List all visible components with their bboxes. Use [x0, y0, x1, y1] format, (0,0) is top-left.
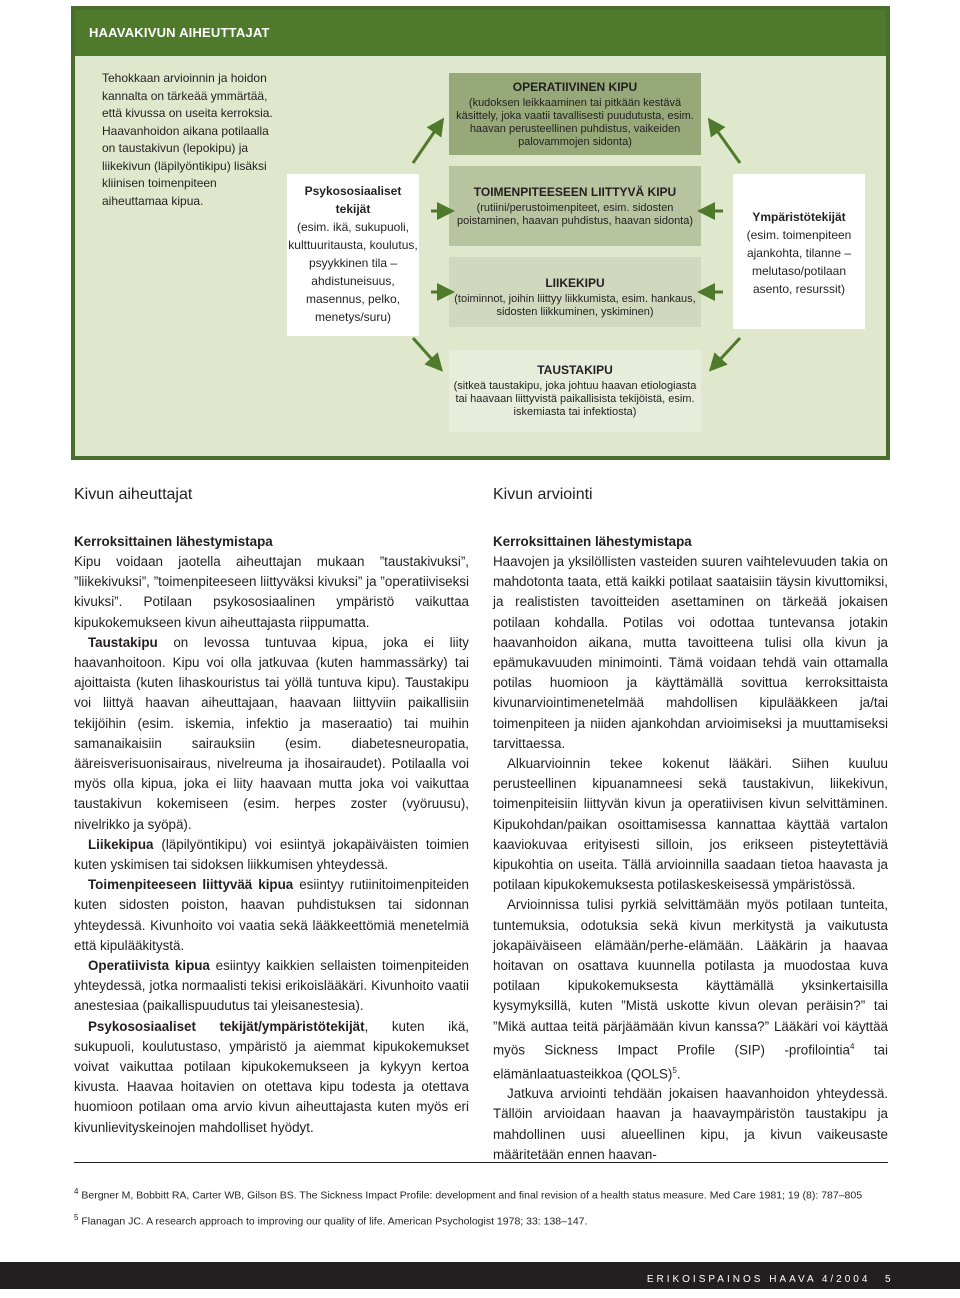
background-body: (sitkeä taustakipu, joka johtuu haavan etiologiasta tai haavaan liittyvistä paikallisista tekijöistä, esim. iskemiasta tai infektiosta) — [453, 380, 697, 418]
term-procedural-pain: Toimenpiteeseen liittyvää kipua — [88, 877, 294, 893]
footnote-5-text: Flanagan JC. A research approach to improving our quality of life. American Psychologist 1978; 33: 138–147. — [81, 1215, 588, 1227]
footnote-ref-5: 5 — [672, 1065, 677, 1075]
incident-body: (toiminnot, joihin liittyy liikkumista, esim. hankaus, sidosten liikkuminen, yskiminen) — [454, 293, 696, 318]
diagram-arrows — [75, 10, 886, 456]
right-paragraph-2: Alkuarvioinnin tekee kokenut lääkäri. Siihen kuuluu perusteellinen kipuanamneesi sekä taustakivun, liikekivun, toimenpiteisiin liittyvän kivun ja operatiivisen kivun selvittäminen. Kipukohdan/paikan osoittamisessa kannattaa käyttää vartalon kaaviokuvaa erityisesti silloin, jos erikseen pisteytettäviä kipukohtia on useita. Tällä arvioinnilla saadaan tietoa haavasta ja potilaan kipukokemuksesta potilaskeskeisessä ympäristössä. — [493, 756, 888, 893]
left-subheading: Kerroksittainen lähestymistapa — [74, 534, 273, 549]
term-psychosocial: Psykososiaaliset tekijät/ympäristötekijät — [88, 1018, 365, 1034]
right-paragraph-3 — [493, 895, 888, 1084]
left-paragraph-6 — [74, 1017, 469, 1138]
right-column — [493, 478, 888, 1165]
right-paragraph-3-text-b: tai elämänlaatuasteikkoa (QOLS) — [493, 1042, 888, 1082]
right-subheading: Kerroksittainen lähestymistapa — [493, 534, 692, 549]
term-operative-pain: Operatiivista kipua — [88, 958, 210, 974]
footnote-4-number: 4 — [74, 1187, 79, 1196]
pain-causes-diagram — [71, 6, 890, 460]
term-incident-pain: Liikekipua — [88, 836, 154, 852]
term-background-pain: Taustakipu — [88, 634, 158, 650]
arrow-up-right-icon — [713, 125, 740, 163]
footnote-4-text: Bergner M, Bobbitt RA, Carter WB, Gilson BS. The Sickness Impact Profile: development and final revision of a health status measure. Med Care 1981; 19 (8): 787–805 — [81, 1189, 863, 1202]
left-column — [74, 478, 469, 1138]
footnote-5-number: 5 — [74, 1212, 79, 1222]
right-heading: Kivun arviointi — [493, 486, 593, 503]
environment-title: Ympäristötekijät — [752, 210, 846, 224]
left-paragraph-3 — [74, 835, 469, 875]
procedural-body: (rutiini/perustoimenpiteet, esim. sidosten poistaminen, haavan puhdistus, haavan sidonta) — [456, 202, 694, 227]
left-paragraph-3-text: (läpilyöntikipu) voi esiintyä jokapäiväisten toimien kuten yskimisen tai sidoksen liikkumisen yhteydessä. — [74, 836, 469, 873]
left-paragraph-2-text: on levossa tuntuvaa kipua, joka ei liity haavanhoitoon. Kipu voi olla jatkuvaa (kuten hammassärky) tai ajoittaista (kuten lihaskouristus tai yöllä tuntuva kipu). Taustakipu voi liittyä haavan aiheuttajaan, haavaan liittyviin paikallisiin tekijöihin (esim. iskemia, infektio ja maseraatio) tai muihin samanaikaisiin sairauksiin (esim. diabetesneuropatia, ääreisverisuonisairaus, nivelreuma ja ihosairaudet). Potilaalla voi myös olla kipua, joka ei liity haavaan mutta joka voi vaikuttaa taustakivun kokemiseen (esim. herpes zoster (vyöruusu), nivelrikko ja syöpä). — [74, 634, 469, 832]
left-paragraph-4-text: esiintyy rutiinitoimenpiteiden kuten sidosten poiston, haavan puhdistuksen tai sidonnan yhteydessä. Kivunhoito voi vaatia sekä lääkkeettömiä menetelmiä että kipulääkitystä. — [74, 877, 469, 953]
psychosocial-title: Psykososiaaliset tekijät — [304, 184, 402, 216]
footnote-ref-4: 4 — [849, 1041, 855, 1051]
footnote-5 — [74, 1207, 888, 1233]
footnote-4 — [74, 1181, 888, 1207]
arrow-down-left-icon — [413, 338, 437, 365]
arrow-down-right-icon — [715, 338, 740, 365]
arrow-up-left-icon — [413, 125, 439, 163]
right-paragraph-4: Jatkuva arviointi tehdään jokaisen haavanhoidon yhteydessä. Tällöin arvioidaan haavan ja haavaympäristön taustakipu ja mahdollinen uusi alueellinen kipu, ja kivun vaikeusaste määritetään ennen haavan- — [493, 1086, 888, 1162]
operative-body: (kudoksen leikkaaminen tai pitkään kestävä käsittely, joka vaatii tavallisesti puudutusta, esim. haavan perusteellinen puhdistus, vaikeiden palovammojen sidonta) — [456, 97, 694, 148]
left-paragraph-1: Kipu voidaan jaotella aiheuttajan mukaan ”taustakivuksi”, ”liikekivuksi”, ”toimenpiteeseen liittyväksi kivuksi” ja ”operatiiviseksi kivuksi”. Potilaan psykososiaalinen ympäristö vaikuttaa kipukokemukseen kivun aiheuttajasta riippumatta. — [74, 554, 469, 630]
procedural-title: TOIMENPITEESEEN LIITTYVÄ KIPU — [473, 185, 677, 199]
page-number: 5 — [884, 1274, 894, 1285]
left-paragraph-4 — [74, 875, 469, 956]
left-heading: Kivun aiheuttajat — [74, 486, 193, 503]
left-paragraph-2 — [74, 633, 469, 835]
operative-title: OPERATIIVINEN KIPU — [512, 80, 638, 94]
incident-title: LIIKEKIPU — [545, 276, 605, 290]
page-footer — [0, 1262, 960, 1289]
right-paragraph-1: Haavojen ja yksilöllisten vasteiden suuren vaihtelevuuden takia on mahdotonta taata, että kaikki potilaat saataisiin täysin kivuttomiksi, ja realististen tavoitteiden asettaminen on tärkeää jokaisen potilaan kohdalla. Potilas voi odottaa tuntevansa jotakin haavanhoidon aikana, mutta tavoitteena tulisi olla kivun ja epämukavuuden minimointi. Tämä voidaan tehdä vain ottamalla potilas huomioon ja käyttämällä sovittua kerroksittaista kivunarviointimenetelmää mahdollisen kipulääkkeen ja/tai toimenpiteen ja niiden ajankohdan arvioimiseksi ja muuttamiseksi tarvittaessa. — [493, 554, 888, 751]
left-paragraph-6-text: , kuten ikä, sukupuoli, koulutustaso, ympäristö ja aiemmat kipukokemukset voivat vaikuttaa potilaan kipukokemukseen ja kykyyn kertoa kivusta. Haavaa hoitavien on otettava kipu todesta ja otettava huomioon potilaan oma arvio kivun aiheuttajasta kuten myös eri kivunlievityskeinojen mahdolliset hyödyt. — [74, 1018, 469, 1135]
environment-body: (esim. toimenpiteen ajankohta, tilanne – melutaso/potilaan asento, resurssit) — [746, 228, 852, 296]
footer-publication: ERIKOISPAINOS HAAVA 4/2004 — [646, 1274, 871, 1285]
background-title: TAUSTAKIPU — [537, 363, 613, 377]
footnote-divider — [74, 1162, 888, 1163]
psychosocial-body: (esim. ikä, sukupuoli, kulttuuritausta, koulutus, psyykkinen tila – ahdistuneisuus, masennus, pelko, menetys/suru) — [288, 220, 418, 324]
right-paragraph-3-text-a: Arvioinnissa tulisi pyrkiä selvittämään myös potilaan tunteita, tuntemuksia, odotuksia sekä kivun merkitystä ja vaikutusta jokapäiväiseen elämään/perhe-elämään. Lääkärin ja haavaa hoitavan on osattava kuunnella potilasta ja muodostaa kuva potilaan kipukokemuksesta käyttämällä yksinkertaisilla kysymyksillä, kuten ”Mistä uskotte kivun olevan peräisin?” tai ”Mikä auttaa teitä pärjäämään kivun kanssa?” Lääkäri voi käyttää myös Sickness Impact Profile (SIP) -profilointia — [493, 897, 888, 1058]
diagram-title: HAAVAKIVUN AIHEUTTAJAT — [75, 10, 886, 56]
diagram-intro: Tehokkaan arvioinnin ja hoidon kannalta on tärkeää ymmärtää, että kivussa on useita kerroksia. Haavanhoidon aikana potilaalla on taustakivun (lepokipu) ja liikekivun (läpilyöntikipu) lisäksi kliinisen toimenpiteen aiheuttamaa kipua. — [102, 71, 273, 208]
left-paragraph-5-text: esiintyy kaikkien sellaisten toimenpiteiden yhteydessä, jotka normaalisti tekisi erikoislääkäri. Kivunhoito vaatii anestesiaa (paikallispuudutus tai yleisanestesia). — [74, 958, 469, 1014]
left-paragraph-5 — [74, 956, 469, 1017]
right-paragraph-3-text-c: . — [676, 1066, 681, 1082]
footnotes — [74, 1181, 888, 1232]
